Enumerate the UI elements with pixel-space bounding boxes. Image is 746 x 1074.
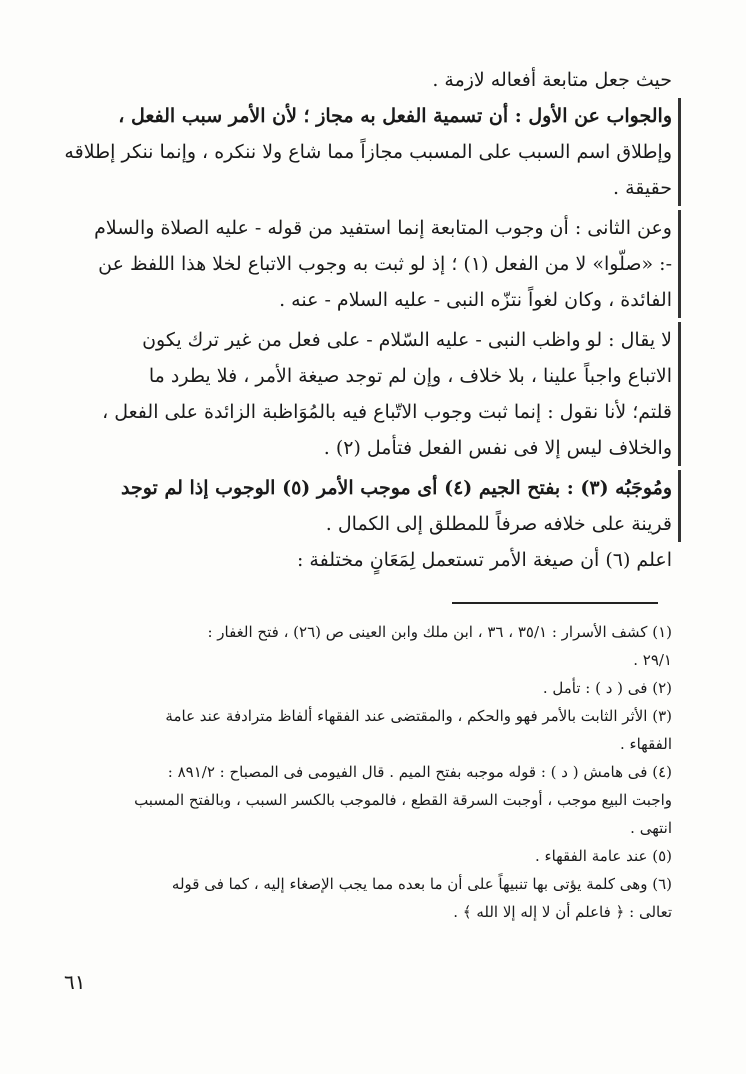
text-line: والخلاف ليس إلا فى نفس الفعل فتأمل (٢) . <box>323 437 672 459</box>
paragraph-objection <box>58 322 681 466</box>
text-line: قرينة على خلافه صرفاً للمطلق إلى الكمال . <box>325 513 672 535</box>
text-line: لا يقال : لو واظب النبى - عليه السّلام - على فعل من غير ترك يكون <box>142 329 672 351</box>
text-line: قلتم؛ لأنا نقول : إنما ثبت وجوب الاتّباع فيه بالمُوَاظبة الزائدة على الفعل ، <box>102 401 672 423</box>
text-line: ومُوجَبُه (٣) : بفتح الجيم (٤) أى موجب الأمر (٥) الوجوب إذا لم توجد <box>121 477 672 499</box>
footnote-line: (٦) وهى كلمة يؤتى بها تنبيهاً على أن ما بعده مما يجب الإصغاء إليه ، كما فى قوله <box>171 875 672 893</box>
paragraph-second-answer <box>58 210 681 318</box>
page-number: ٦١ <box>64 970 86 994</box>
paragraph-first-answer <box>58 98 681 206</box>
text-line: حقيقة . <box>613 177 672 199</box>
footnote-line: انتهى . <box>630 819 672 837</box>
text-line: الاتباع واجباً علينا ، بلا خلاف ، وإن لم توجد صيغة الأمر ، فلا يطرد ما <box>148 365 672 387</box>
main-text <box>58 62 672 578</box>
footnote-line: (١) كشف الأسرار : ٣٥/١ ، ٣٦ ، ابن ملك وابن العينى ص (٢٦) ، فتح الغفار : <box>207 623 672 641</box>
footnote-line: ٢٩/١ . <box>633 651 672 669</box>
footnotes <box>58 618 672 926</box>
text-line: وعن الثانى : أن وجوب المتابعة إنما استفيد من قوله - عليه الصلاة والسلام <box>94 217 672 239</box>
text-line: والجواب عن الأول : أن تسمية الفعل به مجاز ؛ لأن الأمر سبب الفعل ، <box>118 105 672 127</box>
text-line: -: «صلّوا» لا من الفعل (١) ؛ إذ لو ثبت به وجوب الاتباع لخلا هذا اللفظ عن <box>98 253 672 275</box>
footnote-separator <box>452 602 658 604</box>
footnote-line: (٢) فى ( د ) : تأمل . <box>542 679 672 697</box>
text-line: وإطلاق اسم السبب على المسبب مجازاً مما شاع ولا ننكره ، وإنما ننكر إطلاقه <box>64 141 672 163</box>
text-line: حيث جعل متابعة أفعاله لازمة . <box>432 69 672 91</box>
footnote-line: (٣) الأثر الثابت بالأمر فهو والحكم ، والمقتضى عند الفقهاء ألفاظ مترادفة عند عامة <box>165 707 672 725</box>
paragraph-mujabuh <box>58 470 681 542</box>
footnote-line: الفقهاء . <box>620 735 672 753</box>
text-line: اعلم (٦) أن صيغة الأمر تستعمل لِمَعَانٍ مختلفة : <box>296 549 672 571</box>
footnote-line: (٥) عند عامة الفقهاء . <box>534 847 672 865</box>
text-line: الفائدة ، وكان لغواً نتزّه النبى - عليه السلام - عنه . <box>279 289 672 311</box>
footnote-line: (٤) فى هامش ( د ) : قوله موجبه بفتح الميم . قال الفيومى فى المصباح : ٨٩١/٢ : <box>167 763 672 781</box>
footnote-line: تعالى : ﴿ فاعلم أن لا إله إلا الله ﴾ . <box>453 903 672 921</box>
footnote-line: واجبت البيع موجب ، أوجبت السرقة القطع ، فالموجب بالكسر السبب ، وبالفتح المسبب <box>134 791 672 809</box>
